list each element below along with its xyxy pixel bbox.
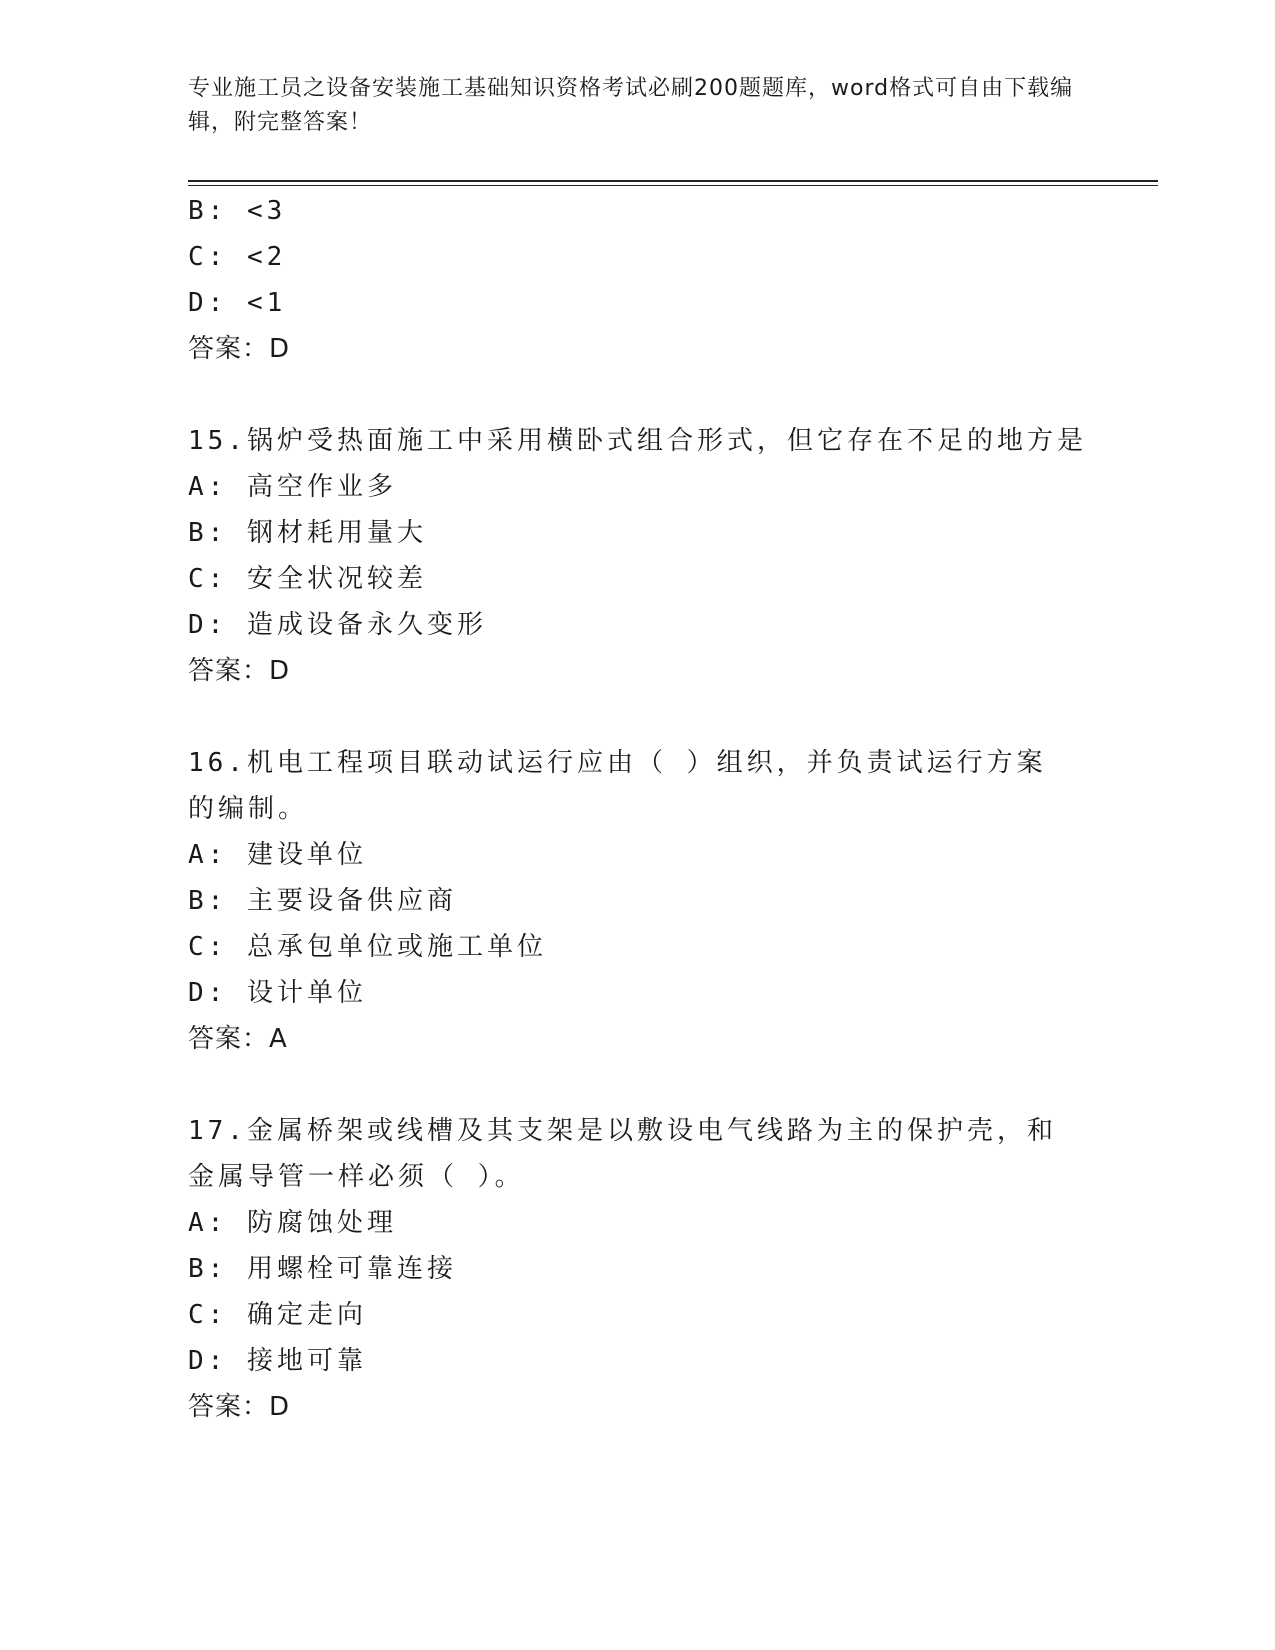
question-block-14 xyxy=(188,188,1088,372)
option-b: B: 用螺栓可靠连接 xyxy=(188,1254,457,1284)
question-text: 16.机电工程项目联动试运行应由（ ）组织，并负责试运行方案的编制。 xyxy=(188,748,1047,824)
header-rule-thin xyxy=(188,185,1158,186)
option-d: D: 接地可靠 xyxy=(188,1346,367,1376)
option-b: B: 主要设备供应商 xyxy=(188,886,457,916)
question-block-17 xyxy=(188,1108,1088,1430)
answer-line: 答案：A xyxy=(188,1024,288,1054)
header-rule-thick xyxy=(188,180,1158,182)
question-text: 17.金属桥架或线槽及其支架是以敷设电气线路为主的保护壳，和金属导管一样必须（ ）。 xyxy=(188,1116,1057,1192)
option-d: D: 设计单位 xyxy=(188,978,367,1008)
question-text: 15.锅炉受热面施工中采用横卧式组合形式，但它存在不足的地方是 xyxy=(188,426,1087,456)
option-d: D: 造成设备永久变形 xyxy=(188,610,487,640)
answer-line: 答案：D xyxy=(188,334,291,364)
option-a: A: 建设单位 xyxy=(188,840,367,870)
option-b: B: 钢材耗用量大 xyxy=(188,518,427,548)
option-d: D: <1 xyxy=(188,288,287,318)
option-b: B: <3 xyxy=(188,196,287,226)
spacer xyxy=(188,694,1088,740)
answer-line: 答案：D xyxy=(188,656,291,686)
option-c: C: 安全状况较差 xyxy=(188,564,427,594)
answer-line: 答案：D xyxy=(188,1392,291,1422)
option-c: C: <2 xyxy=(188,242,287,272)
question-block-15 xyxy=(188,418,1088,694)
spacer xyxy=(188,372,1088,418)
option-c: C: 总承包单位或施工单位 xyxy=(188,932,547,962)
document-header: 专业施工员之设备安装施工基础知识资格考试必刷200题题库，word格式可自由下载编辑，附完整答案！ xyxy=(188,76,1074,135)
question-block-16 xyxy=(188,740,1088,1062)
option-c: C: 确定走向 xyxy=(188,1300,367,1330)
option-a: A: 防腐蚀处理 xyxy=(188,1208,397,1238)
spacer xyxy=(188,1062,1088,1108)
option-a: A: 高空作业多 xyxy=(188,472,397,502)
question-list xyxy=(188,188,1088,1430)
